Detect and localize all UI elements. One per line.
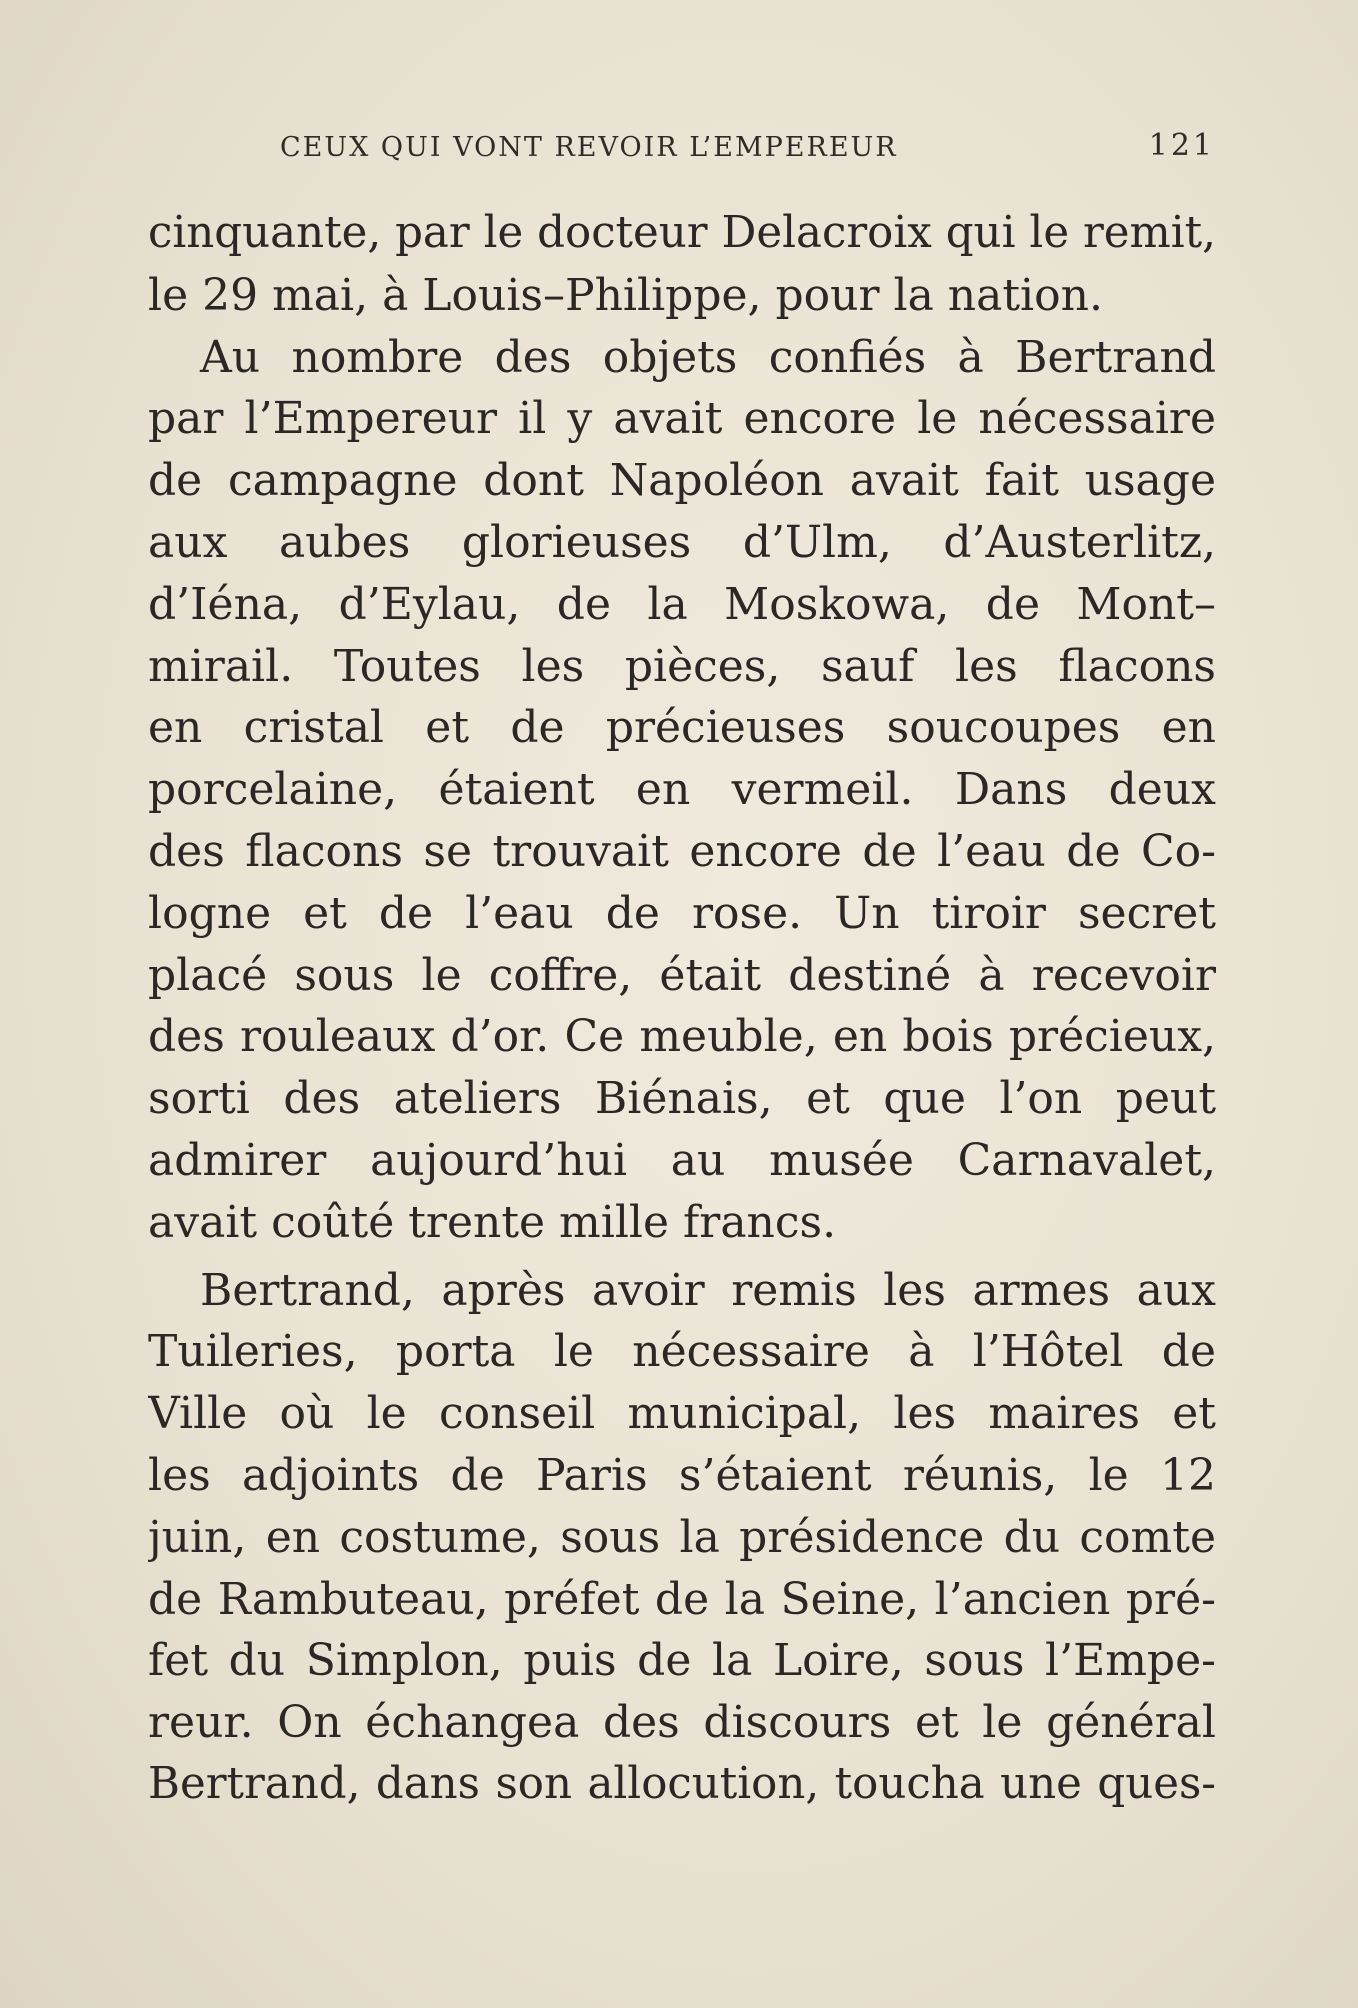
- text-line: Au nombre des objets confiés à Bertrand: [200, 331, 1216, 383]
- text-line: le 29 mai, à Louis–Philippe, pour la nation.: [148, 269, 1103, 321]
- body-text: [148, 203, 1216, 1816]
- text-line: de Rambuteau, préfet de la Seine, l’ancien pré-: [148, 1573, 1216, 1625]
- text-line: les adjoints de Paris s’étaient réunis, le 12: [148, 1449, 1216, 1501]
- text-line: logne et de l’eau de rose. Un tiroir secret: [148, 887, 1216, 939]
- text-line: avait coûté trente mille francs.: [148, 1196, 837, 1248]
- text-line: fet du Simplon, puis de la Loire, sous l’Empe-: [148, 1635, 1216, 1687]
- text-line: des rouleaux d’or. Ce meuble, en bois précieux,: [148, 1011, 1216, 1063]
- text-line: des flacons se trouvait encore de l’eau de Co-: [148, 825, 1216, 877]
- text-line: Bertrand, après avoir remis les armes aux: [200, 1264, 1216, 1316]
- text-line: admirer aujourd’hui au musée Carnavalet,: [148, 1134, 1216, 1186]
- text-line: en cristal et de précieuses soucoupes en: [148, 702, 1216, 754]
- running-head: [280, 128, 1215, 172]
- text-line: reur. On échangea des discours et le général: [148, 1697, 1216, 1749]
- running-head-title: CEUX QUI VONT REVOIR L’EMPEREUR: [280, 132, 898, 163]
- text-line: par l’Empereur il y avait encore le nécessaire: [148, 393, 1216, 445]
- text-line: mirail. Toutes les pièces, sauf les flacons: [148, 640, 1216, 692]
- text-line: d’Iéna, d’Eylau, de la Moskowa, de Mont–: [148, 578, 1216, 630]
- text-line: Ville où le conseil municipal, les maires et: [148, 1388, 1216, 1440]
- text-line: de campagne dont Napoléon avait fait usage: [148, 455, 1216, 507]
- text-line: cinquante, par le docteur Delacroix qui le remit,: [148, 208, 1216, 258]
- text-line: aux aubes glorieuses d’Ulm, d’Austerlitz,: [148, 516, 1216, 568]
- text-line: juin, en costume, sous la présidence du comte: [148, 1511, 1216, 1563]
- text-line: placé sous le coffre, était destiné à recevoir: [148, 949, 1216, 1001]
- text-line: porcelaine, étaient en vermeil. Dans deux: [148, 764, 1216, 816]
- text-line: sorti des ateliers Biénais, et que l’on peut: [148, 1073, 1216, 1125]
- text-line: Bertrand, dans son allocution, toucha une ques-: [148, 1758, 1216, 1809]
- text-line: Tuileries, porta le nécessaire à l’Hôtel de: [148, 1326, 1216, 1378]
- page-number: 121: [1148, 128, 1215, 163]
